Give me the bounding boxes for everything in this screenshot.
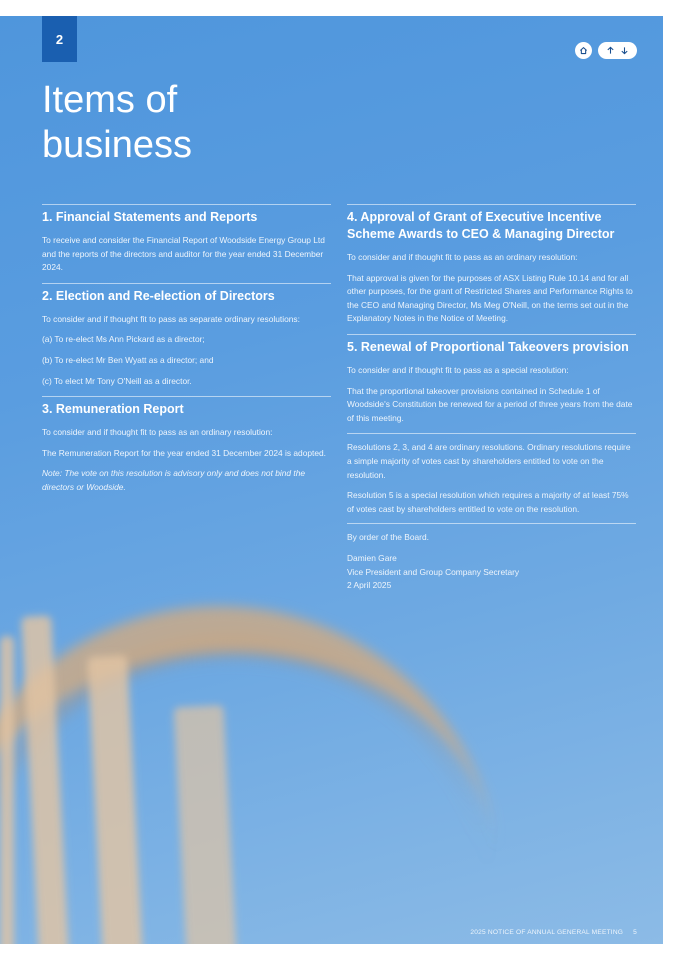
section-paragraph: To consider and if thought fit to pass as an ordinary resolution: xyxy=(42,427,273,438)
section-election-directors xyxy=(42,283,331,388)
page-title xyxy=(42,78,342,168)
section-heading: 5. Renewal of Proportional Takeovers provision xyxy=(347,339,629,354)
section-paragraph: The Remuneration Report for the year ended 31 December 2024 is adopted. xyxy=(42,447,326,458)
section-paragraph: To receive and consider the Financial Report of Woodside Energy Group Ltd and the reports of the directors and auditor for the year ended 31 December 2024. xyxy=(42,235,325,273)
previous-page-button[interactable] xyxy=(606,46,615,55)
resolution-item: (b) To re-elect Mr Ben Wyatt as a director; and xyxy=(42,354,214,365)
section-paragraph: To consider and if thought fit to pass as an ordinary resolution: xyxy=(347,252,578,262)
section-remuneration-report xyxy=(42,396,331,494)
section-financial-statements xyxy=(42,204,331,275)
signoff xyxy=(347,523,636,592)
page-tab: 2 xyxy=(42,16,77,62)
section-heading: 3. Remuneration Report xyxy=(42,402,184,417)
section-heading: 4. Approval of Grant of Executive Incentive Scheme Awards to CEO & Managing Director xyxy=(347,210,615,241)
footer-page-number: 5 xyxy=(633,929,637,936)
signoff-date: 2 April 2025 xyxy=(347,580,392,591)
home-button[interactable] xyxy=(575,42,592,59)
section-note: Note: The vote on this resolution is advisory only and does not bind the directors or Woodside. xyxy=(42,468,306,492)
resolution-item: (c) To elect Mr Tony O'Neill as a director. xyxy=(42,375,192,386)
page-title-line2: business xyxy=(42,124,192,166)
background-photo-slat xyxy=(0,636,14,944)
page-title-line1: Items of xyxy=(42,79,178,121)
page-footer xyxy=(470,929,637,936)
home-icon xyxy=(579,42,588,60)
page-navigation xyxy=(575,42,637,59)
resolution-item: (a) To re-elect Ms Ann Pickard as a director; xyxy=(42,334,205,345)
section-paragraph: That the proportional takeover provisions contained in Schedule 1 of Woodside's Constitution be renewed for a period of three years from the date of this meeting. xyxy=(347,385,633,423)
resolutions-note-paragraph: Resolutions 2, 3, and 4 are ordinary resolutions. Ordinary resolutions require a simple majority of votes cast by shareholders entitled to vote on the resolution. xyxy=(347,442,631,480)
right-column xyxy=(347,204,636,599)
section-heading: 2. Election and Re-election of Directors xyxy=(42,288,275,303)
section-heading: 1. Financial Statements and Reports xyxy=(42,210,258,224)
resolutions-note-paragraph: Resolution 5 is a special resolution which requires a majority of at least 75% of votes cast by shareholders entitled to vote on the resolution. xyxy=(347,490,629,514)
next-page-button[interactable] xyxy=(620,46,629,55)
page-arrows xyxy=(598,42,637,59)
section-executive-incentive xyxy=(347,204,636,326)
arrow-up-icon xyxy=(606,46,615,55)
footer-text: 2025 NOTICE OF ANNUAL GENERAL MEETING xyxy=(470,929,624,936)
left-column xyxy=(42,204,331,503)
section-paragraph: That approval is given for the purposes of ASX Listing Rule 10.14 and for all other purposes, for the grant of Restricted Shares and Performance Rights to the CEO and Managing Director, Ms Meg O'Neill, on the terms set out in the Explanatory Notes in the Notice of Meeting. xyxy=(347,272,633,324)
section-paragraph: To consider and if thought fit to pass as separate ordinary resolutions: xyxy=(42,313,300,324)
background-photo-handrail xyxy=(0,570,537,944)
signoff-role: Vice President and Group Company Secretary xyxy=(347,566,520,577)
resolutions-note xyxy=(347,433,636,516)
page xyxy=(0,16,663,944)
signoff-by-order: By order of the Board. xyxy=(347,532,429,543)
section-paragraph: To consider and if thought fit to pass as a special resolution: xyxy=(347,364,569,375)
signoff-name: Damien Gare xyxy=(347,552,397,563)
section-proportional-takeovers xyxy=(347,334,636,425)
arrow-down-icon xyxy=(620,46,629,55)
